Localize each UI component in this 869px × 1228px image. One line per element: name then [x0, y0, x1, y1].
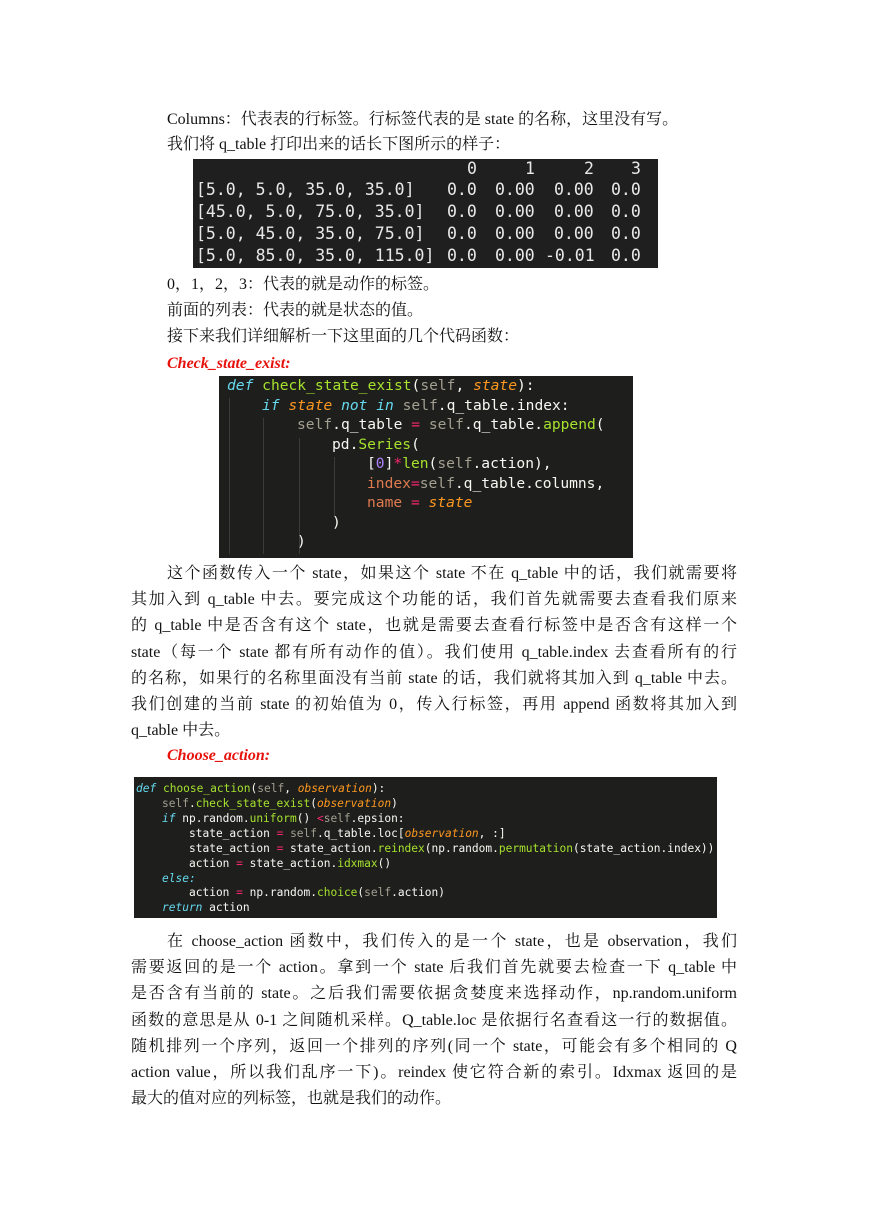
heading-check-state-exist: Check_state_exist: [167, 355, 291, 372]
code-text: .q_table.index: [437, 397, 570, 414]
code-text: state_action [189, 827, 277, 840]
code-self: self [420, 377, 456, 394]
code-function-call: append [543, 416, 596, 433]
code-punct: , [455, 377, 474, 394]
code-self: self [419, 475, 455, 492]
code-function-name: check_state_exist [262, 377, 412, 394]
code-punct: ] [384, 455, 394, 472]
code-line [162, 872, 196, 887]
code-punct: ): [371, 782, 386, 795]
code-self: self [437, 455, 473, 472]
code-text: state_action. [283, 842, 378, 855]
code-function-call: choice [317, 886, 358, 899]
paragraph-line: 函数的意思是从 0-1 之间随机采样。Q_table.loc 是依据行名查看这一行的数据值。 [131, 1011, 737, 1029]
code-line [189, 842, 714, 857]
q-table-col-header: 0 [467, 159, 477, 178]
q-table-row-index: [45.0, 5.0, 75.0, 35.0] [196, 202, 425, 221]
code-operator: = [276, 827, 284, 840]
code-self: self [364, 886, 392, 899]
code-number: 0 [375, 455, 385, 472]
q-table-col-header: 3 [631, 159, 641, 178]
code-self: self [257, 782, 285, 795]
q-table-col-header: 2 [584, 159, 594, 178]
code-line [367, 454, 552, 474]
code-param: observation [316, 797, 392, 810]
q-table-col-header: 1 [525, 159, 535, 178]
code-punct: [ [367, 455, 376, 472]
code-punct: ( [357, 886, 365, 899]
code-text: action [189, 857, 237, 870]
code-line [189, 827, 506, 842]
code-line [367, 474, 604, 494]
code-keyword: in [376, 397, 394, 414]
paragraph-line: state（每一个 state 都有所有动作的值）。我们使用 q_table.index 去查看所有的行 [131, 643, 737, 661]
code-operator: < [316, 812, 324, 825]
code-operator: = [276, 842, 284, 855]
code-keyword: def [227, 377, 254, 394]
code-punct: ( [428, 455, 438, 472]
q-table-cell: 0.00 [495, 224, 535, 243]
code-keyword: return [162, 901, 203, 914]
code-operator: * [393, 455, 403, 472]
code-line [162, 797, 398, 812]
code-function-call: reindex [377, 842, 425, 855]
code-punct: . [188, 797, 196, 810]
code-text: state_action [189, 842, 277, 855]
code-punct: ( [310, 797, 317, 810]
paragraph-line: 是否含有当前的 state。之后我们需要依据贪婪度来选择动作，np.random.uniform [131, 985, 737, 1003]
code-function-call: idxmax [337, 857, 378, 870]
code-text: action [189, 886, 237, 899]
code-text: () [296, 812, 317, 825]
code-self: self [290, 827, 318, 840]
code-text: (state_action.index)) [572, 842, 715, 855]
description-check-state-exist [131, 561, 737, 744]
q-table-cell: 0.0 [611, 246, 641, 265]
code-punct: ) [391, 797, 398, 810]
code-operator: = [410, 475, 420, 492]
code-function-call: len [402, 455, 429, 472]
code-operator: = [236, 857, 243, 870]
code-line [162, 901, 250, 916]
code-line [297, 415, 605, 435]
code-function-name: choose_action [162, 782, 251, 795]
code-line: ) [332, 514, 341, 531]
code-line: ) [297, 533, 306, 550]
code-punct: ): [517, 377, 535, 394]
code-param: state [428, 494, 473, 511]
code-keyword: else: [162, 872, 196, 885]
q-table-cell: 0.00 [495, 246, 535, 265]
code-punct: ( [595, 416, 605, 433]
code-self: self [428, 416, 464, 433]
code-function-call: uniform [249, 812, 297, 825]
code-param: state [288, 397, 333, 414]
code-param: state [473, 377, 517, 394]
paragraph-line: 的 q_table 中是否含有这个 state，也就是需要去查看行标签中是否含有这样一个 [131, 617, 737, 635]
code-text: .action) [391, 886, 446, 899]
code-param: observation [297, 782, 372, 795]
code-line [367, 493, 472, 513]
note-next-functions: 接下来我们详细解析一下这里面的几个代码函数： [167, 328, 520, 345]
code-line [332, 435, 420, 455]
code-line [227, 376, 535, 396]
code-text: pd. [332, 436, 359, 453]
indent-guide [229, 398, 230, 554]
indent-guide [334, 457, 335, 517]
paragraph-line: 这个函数传入一个 state，如果这个 state 不在 q_table 中的话，我们就需要将 [167, 565, 737, 582]
paragraph-line: 最大的值对应的列标签，也就是我们的动作。 [131, 1090, 452, 1108]
code-kwarg: index [367, 475, 411, 492]
code-text: action [202, 901, 250, 914]
code-keyword: if [262, 397, 280, 414]
q-table-cell: 0.00 [554, 224, 594, 243]
code-text: .epsion: [350, 812, 405, 825]
q-table-cell: 0.0 [611, 224, 641, 243]
note-action-labels: 0，1，2，3：代表的就是动作的标签。 [167, 276, 440, 293]
code-check-state-exist [219, 376, 633, 558]
q-table-cell: 0.00 [554, 202, 594, 221]
code-text: state_action. [242, 857, 338, 870]
paragraph-line: 其加入到 q_table 中去。要完成这个功能的话，我们首先就需要去查看我们原来 [131, 591, 737, 609]
code-operator: = [236, 886, 243, 899]
code-self: self [162, 797, 189, 810]
code-function-call: Series [358, 436, 412, 453]
code-function-call: permutation [498, 842, 573, 855]
code-text: .q_table. [463, 416, 544, 433]
q-table-cell: 0.0 [447, 180, 477, 199]
q-table-cell: 0.00 [554, 180, 594, 199]
code-operator: = [402, 494, 429, 511]
q-table-printout [193, 159, 658, 268]
code-text: np.random. [242, 886, 317, 899]
code-self: self [323, 812, 351, 825]
q-table-row-index: [5.0, 45.0, 35.0, 75.0] [196, 224, 425, 243]
q-table-cell: 0.00 [495, 202, 535, 221]
intro-line-columns: Columns：代表表的行标签。行标签代表的是 state 的名称，这里没有写。 [167, 111, 679, 128]
code-keyword: def [136, 782, 157, 795]
code-text: (np.random. [424, 842, 499, 855]
code-text: .q_table.columns, [454, 475, 605, 492]
code-punct: ( [411, 436, 420, 453]
code-text: , :] [478, 827, 506, 840]
paragraph-line: 我们创建的当前 state 的初始值为 0，传入行标签，再用 append 函数将其加入到 [131, 695, 737, 713]
code-keyword: if [162, 812, 176, 825]
code-punct: , [284, 782, 298, 795]
heading-choose-action: Choose_action: [167, 747, 271, 764]
code-punct: ( [250, 782, 258, 795]
paragraph-line: 需要返回的是一个 action。拿到一个 state 后我们首先就要去检查一下 q_table 中 [131, 959, 737, 977]
q-table-row-index: [5.0, 5.0, 35.0, 35.0] [196, 180, 415, 199]
code-line [189, 857, 391, 872]
code-line [162, 812, 405, 827]
q-table-cell: 0.0 [447, 246, 477, 265]
code-text: .action), [472, 455, 552, 472]
q-table-cell: 0.0 [447, 224, 477, 243]
q-table-row-index: [5.0, 85.0, 35.0, 115.0] [196, 246, 435, 265]
code-text: () [377, 857, 392, 870]
code-punct: ( [411, 377, 421, 394]
code-self: self [297, 416, 333, 433]
paragraph-line: action value，所以我们乱序一下)。reindex 使它符合新的索引。Idxmax 返回的是 [131, 1063, 737, 1081]
paragraph-line: 的名称，如果行的名称里面没有当前 state 的话，我们就将其加入到 q_table 中去。 [131, 669, 737, 687]
intro-line-qtable: 我们将 q_table 打印出来的话长下图所示的样子： [167, 136, 511, 153]
code-line [136, 782, 385, 797]
q-table-cell: 0.0 [447, 202, 477, 221]
code-line [262, 396, 570, 416]
indent-guide [263, 418, 264, 554]
code-function-call: check_state_exist [195, 797, 311, 810]
code-kwarg: name [367, 494, 403, 511]
code-choose-action [134, 777, 717, 918]
q-table-cell: 0.0 [611, 180, 641, 199]
code-self: self [402, 397, 438, 414]
paragraph-line: q_table 中去。 [131, 722, 231, 740]
code-operator: = [411, 416, 421, 433]
description-choose-action [131, 929, 737, 1112]
code-line [189, 886, 445, 901]
code-param: observation [404, 827, 479, 840]
code-text: .q_table.loc[ [317, 827, 405, 840]
paragraph-line: 随机排列一个序列，返回一个排列的序列(同一个 state，可能会有多个相同的 Q [131, 1037, 737, 1055]
paragraph-line: 在 choose_action 函数中，我们传入的是一个 state，也是 observation，我们 [167, 933, 737, 950]
q-table-cell: -0.01 [545, 246, 595, 265]
note-state-values: 前面的列表：代表的就是状态的值。 [167, 302, 424, 319]
code-text: np.random. [175, 812, 250, 825]
code-keyword: not [341, 397, 368, 414]
code-text: .q_table [332, 416, 412, 433]
q-table-cell: 0.00 [495, 180, 535, 199]
q-table-cell: 0.0 [611, 202, 641, 221]
